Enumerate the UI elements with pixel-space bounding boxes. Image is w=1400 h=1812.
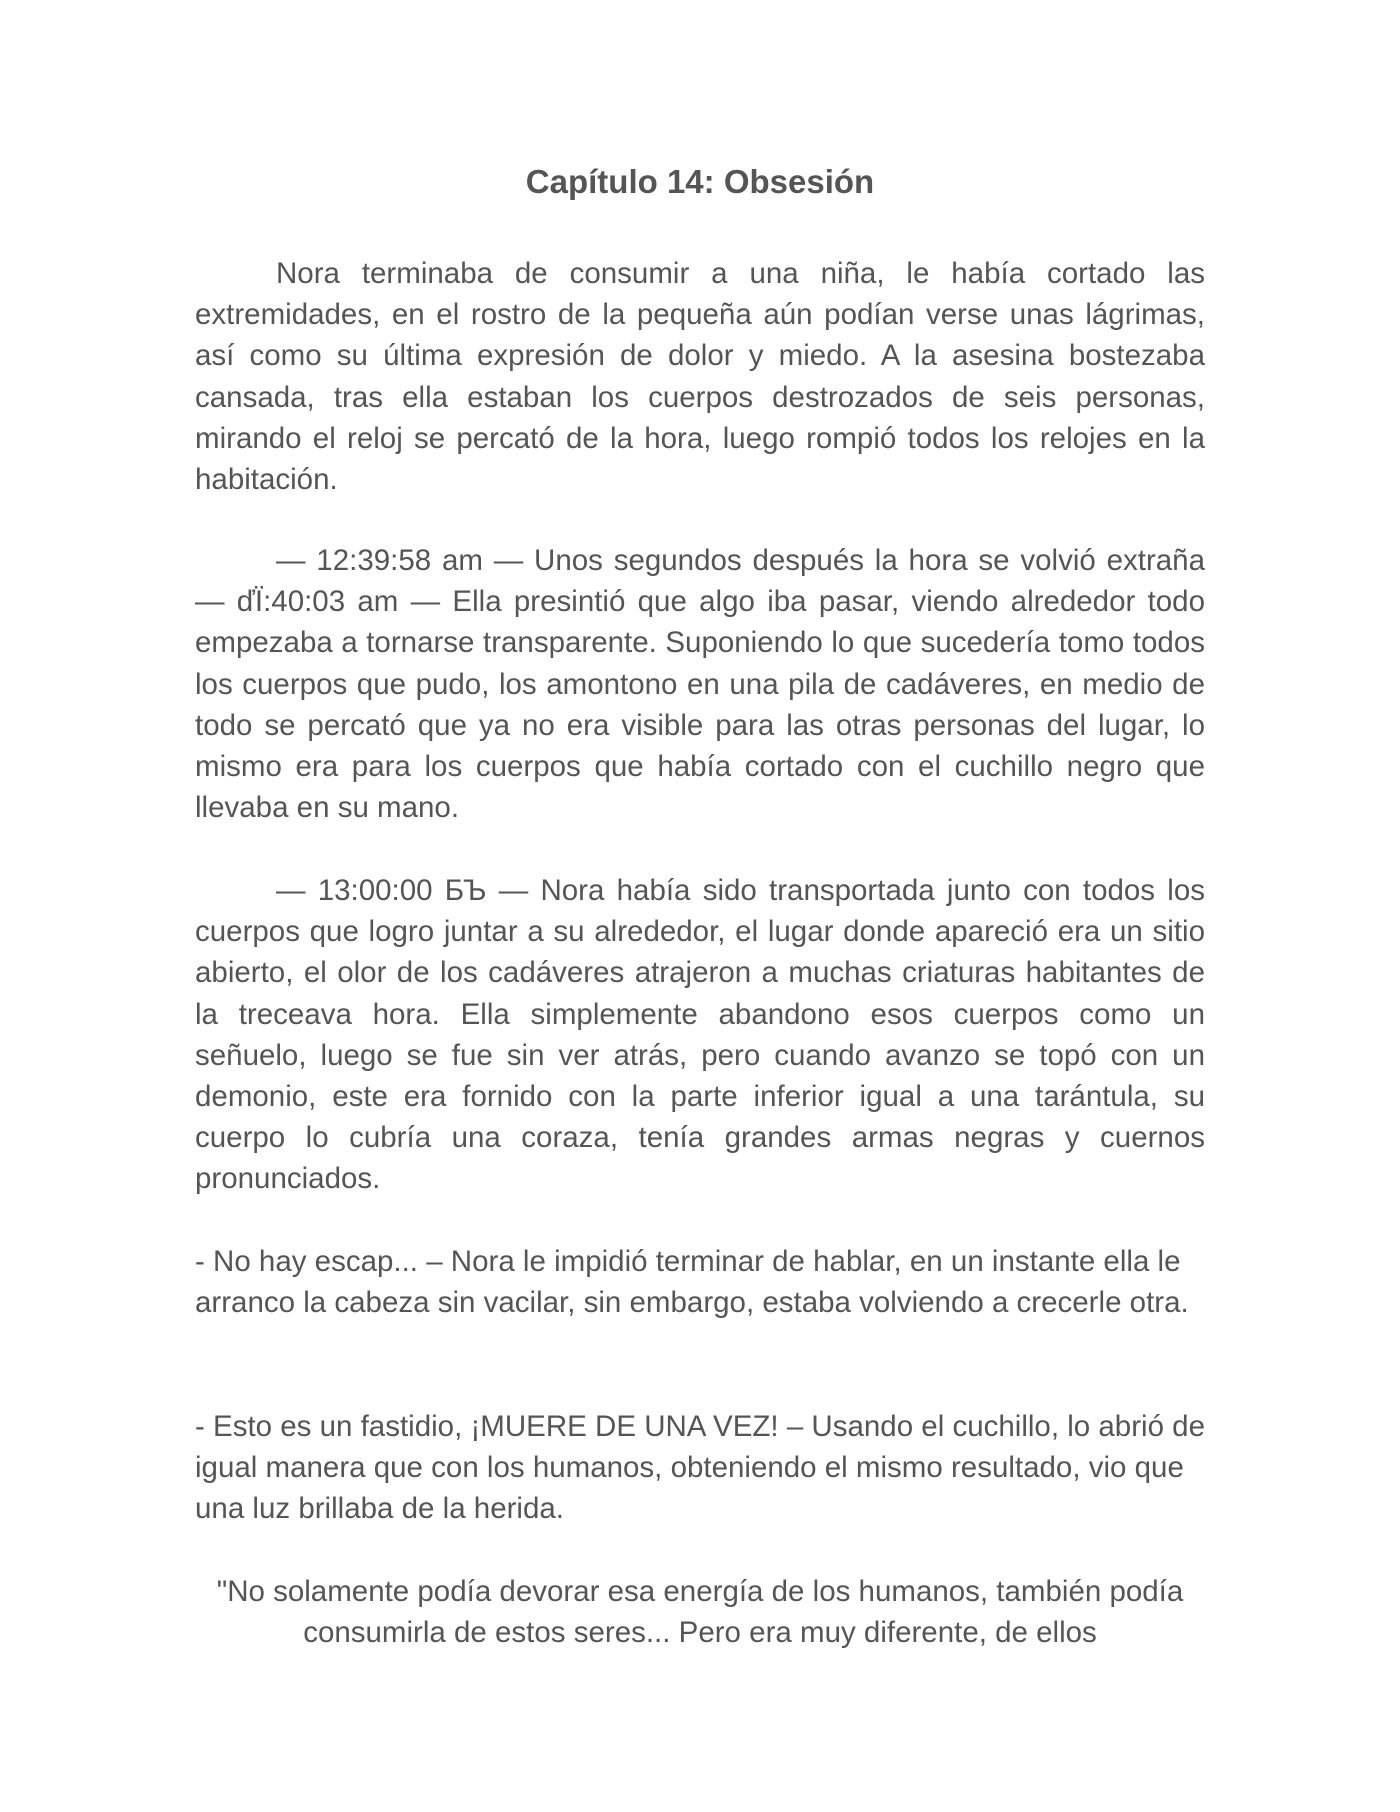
paragraph-2: — 12:39:58 am — Unos segundos después la hora se volvió extraña — ďÏ:40:03 am — Ella presintió que algo iba pasar, viendo alrededor todo empezaba a tornarse transparente. Suponiendo lo que sucedería tomo todos los cuerpos que pudo, los amontono en una pila de cadáveres, en medio de todo se percató que ya no era visible para las otras personas del lugar, lo mismo era para los cuerpos que había cortado con el cuchillo negro que llevaba en su mano. [195, 544, 1205, 825]
dialog-paragraph-2: - Esto es un fastidio, ¡MUERE DE UNA VEZ! – Usando el cuchillo, lo abrió de igual manera que con los humanos, obteniendo el mismo resultado, vio que una luz brillaba de la herida. [195, 1410, 1205, 1526]
paragraph-1: Nora terminaba de consumir a una niña, le había cortado las extremidades, en el rostro de la pequeña aún podían verse unas lágrimas, así como su última expresión de dolor y miedo. A la asesina bostezaba cansada, tras ella estaban los cuerpos destrozados de seis personas, mirando el reloj se percató de la hora, luego rompió todos los relojes en la habitación. [195, 257, 1205, 497]
quote-paragraph: "No solamente podía devorar esa energía de los humanos, también podía consumirla de estos seres... Pero era muy diferente, de ellos [216, 1575, 1184, 1650]
chapter-title: Capítulo 14: Obsesión [525, 163, 875, 200]
dialog-paragraph-1: - No hay escap... – Nora le impidió terminar de hablar, en un instante ella le arranco la cabeza sin vacilar, sin embargo, estaba volviendo a crecerle otra. [195, 1245, 1189, 1320]
paragraph-3: — 13:00:00 БЪ — Nora había sido transportada junto con todos los cuerpos que logro juntar a su alrededor, el lugar donde apareció era un sitio abierto, el olor de los cadáveres atrajeron a muchas criaturas habitantes de la treceava hora. Ella simplemente abandono esos cuerpos como un señuelo, luego se fue sin ver atrás, pero cuando avanzo se topó con un demonio, este era fornido con la parte inferior igual a una tarántula, su cuerpo lo cubría una coraza, tenía grandes armas negras y cuernos pronunciados. [195, 874, 1205, 1196]
document-page [195, 0, 1205, 1812]
